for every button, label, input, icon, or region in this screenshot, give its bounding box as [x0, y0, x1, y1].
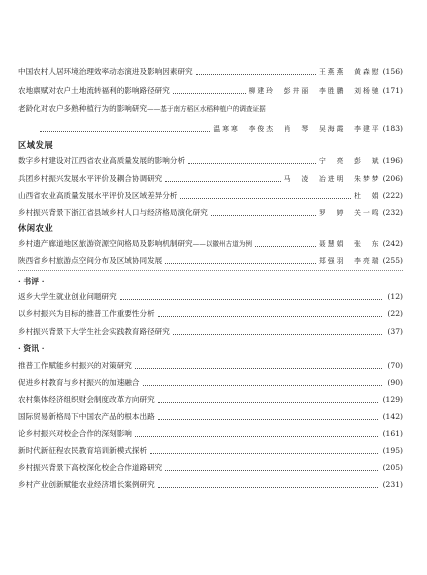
toc-entry[interactable]: [18, 290, 403, 302]
toc-entry[interactable]: [18, 154, 403, 166]
entry-title: 推普工作赋能乡村振兴的对策研究: [18, 361, 132, 370]
entry-title: 乡村振兴背景下高校深化校企合作道路研究: [18, 463, 163, 472]
entry-page: (242): [382, 239, 403, 248]
dot-leader: [255, 246, 316, 247]
section-heading-review: · 书评 ·: [18, 277, 45, 286]
dot-leader: [158, 487, 378, 488]
dot-leader: [165, 470, 377, 471]
entry-authors: 宁 亮 彭 斌: [318, 157, 381, 165]
entry-page: (90): [387, 378, 403, 387]
toc-entry[interactable]: [18, 376, 403, 388]
toc-entry-title-line[interactable]: [18, 102, 403, 114]
entry-title: 山西省农业高质量发展水平评价及区域差异分析: [18, 191, 178, 200]
entry-title: 返乡大学生就业创业问题研究: [18, 292, 117, 301]
entry-page: (205): [382, 463, 403, 472]
entry-page: (142): [382, 412, 403, 421]
divider: [18, 270, 403, 271]
entry-title: 论乡村振兴对校企合作的深刻影响: [18, 429, 132, 438]
entry-title: 数字乡村建设对江西省农业高质量发展的影响分析: [18, 156, 186, 165]
entry-title: 农地禀赋对农户土地流转福利的影响路径研究: [18, 86, 170, 95]
entry-title: 乡村遗产廊道地区旅游资源空间格局及影响机制研究: [18, 239, 193, 248]
toc-entry[interactable]: [18, 325, 403, 337]
dot-leader: [158, 419, 378, 420]
entry-page: (222): [382, 191, 403, 200]
entry-page: (232): [382, 208, 403, 217]
dot-leader: [211, 215, 316, 216]
entry-page: (231): [382, 480, 403, 489]
dot-leader: [173, 334, 383, 335]
entry-authors: 温寒寒 李俊杰 肖 琴 吴海霞 李建平: [213, 125, 381, 133]
toc-entry[interactable]: [18, 84, 403, 96]
entry-authors: 王燕燕 黄森慰: [318, 68, 381, 76]
entry-page: (171): [382, 86, 403, 95]
toc-entry[interactable]: [18, 427, 403, 439]
dot-leader: [135, 368, 382, 369]
entry-authors: 马 凌 冶进明 朱梦梦: [283, 175, 381, 183]
entry-title: 乡村产业创新赋能农业经济增长案例研究: [18, 480, 155, 489]
entry-page: (37): [387, 327, 403, 336]
entry-title: 农村集体经济组织财会制度改革方向研究: [18, 395, 155, 404]
entry-title: 新时代新征程农民教育培训新模式探析: [18, 446, 148, 455]
toc-entry[interactable]: [18, 65, 403, 77]
entry-authors: 聂慧娟 张 东: [318, 240, 381, 248]
dot-leader: [180, 198, 351, 199]
dot-leader: [150, 453, 377, 454]
toc-entry[interactable]: [18, 359, 403, 371]
entry-title: 老龄化对农户多熟种植行为的影响研究: [18, 104, 148, 113]
entry-title: 陕西省乡村旅游点空间分布及区域协同发展: [18, 256, 163, 265]
entry-page: (196): [382, 156, 403, 165]
toc-entry[interactable]: [18, 206, 403, 218]
entry-page: (22): [387, 309, 403, 318]
entry-authors: 柳建玲 彭井丽 李胜鹏 刘杨驰: [248, 87, 381, 95]
entry-page: (70): [387, 361, 403, 370]
entry-page: (206): [382, 174, 403, 183]
dot-leader: [158, 316, 383, 317]
entry-page: (129): [382, 395, 403, 404]
entry-title: 国际贸易新格局下中国农产品的根本出路: [18, 412, 155, 421]
toc-entry[interactable]: [18, 393, 403, 405]
dot-leader: [40, 131, 210, 132]
dot-leader: [165, 181, 281, 182]
entry-title: 乡村振兴背景下大学生社会实践教育路径研究: [18, 327, 170, 336]
entry-authors: 罗 婷 关一鸣: [318, 209, 381, 217]
dot-leader: [196, 74, 316, 75]
dot-leader: [143, 385, 383, 386]
section-heading-regional: 区域发展: [18, 140, 54, 150]
entry-subtitle: ——以徽州古道为例: [192, 240, 252, 248]
toc-entry[interactable]: [18, 410, 403, 422]
entry-authors: 杜 娟: [354, 192, 381, 200]
entry-page: (183): [382, 124, 403, 133]
section-heading-info: · 资讯 ·: [18, 344, 45, 353]
entry-title: 乡村振兴背景下浙江省县域乡村人口与经济格局演化研究: [18, 208, 208, 217]
dot-leader: [173, 93, 246, 94]
toc-entry-authors-line: [18, 122, 403, 134]
dot-leader: [135, 436, 378, 437]
entry-title: 兵团乡村振兴发展水平评价及耦合协调研究: [18, 174, 163, 183]
entry-title: 中国农村人居环境治理效率动态演进及影响因素研究: [18, 67, 193, 76]
entry-page: (12): [387, 292, 403, 301]
entry-page: (161): [382, 429, 403, 438]
toc-entry[interactable]: [18, 237, 403, 249]
toc-entry[interactable]: [18, 307, 403, 319]
dot-leader: [158, 402, 378, 403]
toc-entry[interactable]: [18, 444, 403, 456]
entry-page: (156): [382, 67, 403, 76]
dot-leader: [188, 163, 316, 164]
dot-leader: [120, 299, 383, 300]
entry-page: (255): [382, 256, 403, 265]
entry-subtitle: ——基于南方稻区水稻种植户的调查证据: [147, 105, 266, 113]
toc-entry[interactable]: [18, 461, 403, 473]
toc-entry[interactable]: [18, 172, 403, 184]
toc-entry[interactable]: [18, 254, 403, 266]
entry-authors: 郑强羽 李亮瑞: [318, 257, 381, 265]
entry-title: 促进乡村教育与乡村振兴的加速融合: [18, 378, 140, 387]
entry-page: (195): [382, 446, 403, 455]
dot-leader: [165, 263, 316, 264]
entry-title: 以乡村振兴为目标的推普工作重要性分析: [18, 309, 155, 318]
toc-entry[interactable]: [18, 478, 403, 490]
section-heading-leisure: 休闲农业: [18, 223, 54, 233]
toc-entry[interactable]: [18, 189, 403, 201]
